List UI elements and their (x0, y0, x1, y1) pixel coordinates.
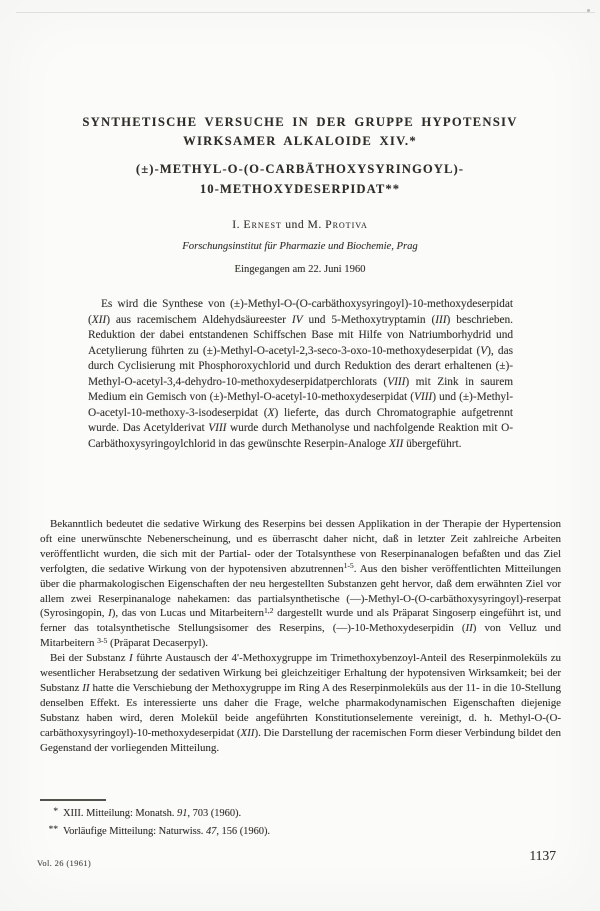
footnote-1-marker: * (53, 807, 58, 817)
abstract-paragraph: Es wird die Synthese von (±)-Methyl-O-(O-carbäthoxysyringoyl)-10-methoxydeserpidat (XII) aus racemischem Aldehydsäureester IV und 5-Methoxytryptamin (III) beschrieben. Reduktion der dabei entstandenen Schiffschen Base mit Hilfe von Natriumborhydrid und Acetylierung führten zu (±)-Methyl-O-acetyl-2,3-seco-3-oxo-10-methoxydeserpidat (V), das durch Cyclisierung mit Phosphoroxychlorid und durch Reduktion des derart erhaltenen (±)-Methyl-O-acetyl-3,4-dehydro-10-methoxydeserpidatperchlorats (VIII) mit Zink in saurem Medium ein Gemisch von (±)-Methyl-O-acetyl-10-methoxydeserpidat (VIII) und (±)-Methyl-O-acetyl-10-methoxy-3-isodeserpidat (X) lieferte, das durch Chromatographie aufgetrennt wurde. Das Acetylderivat VIII wurde durch Methanolyse und nachfolgende Reaktion mit O-Carbäthoxysyringoylchlorid in das gewünschte Reserpin-Analoge XII übergeführt. (88, 298, 514, 450)
page-number: 1137 (529, 848, 556, 863)
footnote-2-marker: ** (48, 825, 58, 835)
body-paragraph-2: Bei der Substanz I führte Austausch der 4'-Methoxygruppe im Trimethoxybenzoyl-Anteil des Reserpinmoleküls zu wesentlicher Herabsetzung der sedativen Wirkung bei gleichzeitiger Erhaltung der hypotensiven Wirksamkeit; bei der Substanz II hatte die Verschiebung der Methoxygruppe im Ring A des Reserpinmoleküls aus der 11- in die 10-Stellung denselben Effekt. Es interessierte uns daher die Frage, welche pharmakodynamischen Eigenschaften diejenige Substanz haben wird, deren Molekül beide angeführten Konstitutionselemente vereinigt, d. h. Methyl-O-(O-carbäthoxysyringoyl)-10-methoxydeserpidat (XII). Die Darstellung der racemischen Form dieser Verbindung bildet den Gegenstand der vorliegenden Mitteilung. (40, 652, 561, 754)
article-subtitle (0, 159, 600, 199)
footnotes-block (40, 805, 561, 841)
footnote-2-text: Vorläufige Mitteilung: Naturwiss. 47, 156 (1960). (63, 826, 271, 837)
affiliation-line: Forschungsinstitut für Pharmazie und Biochemie, Prag (182, 241, 418, 252)
scan-artifact-speck (587, 9, 590, 12)
scan-artifact-line (16, 12, 595, 13)
footnote-2 (40, 823, 561, 841)
article-title (0, 113, 600, 151)
body-paragraph-1: Bekanntlich bedeutet die sedative Wirkung des Reserpins bei dessen Applikation in der Therapie der Hypertension oft eine unerwünschte Nebenerscheinung, und es überrascht daher nicht, daß in letzter Zeit zahlreiche Arbeiten veröffentlicht wurden, die sich mit der Partial- oder der Totalsynthese von Reserpinanalogen befaßten und das Ziel verfolgten, die sedative Wirkung von der hypotensiven abzutrennen$^{1-5}$. Aus den bisher veröffentlichten Mitteilungen über die pharmakologischen Eigenschaften der neu hergestellten Substanzen geht hervor, daß dem erwähnten Ziel vor allem zwei Reserpinanaloge nahekamen: das partialsynthetische (—)-Methyl-O-(O-carbäthoxysyringoyl)-reserpat (Syrosingopin, I), das von Lucas und Mitarbeitern$^{1,2}$ dargestellt wurde und als Präparat Singoserp eingeführt ist, und ferner das totalsynthetische Stellungsisomer des Reserpins, (—)-10-Methoxydeserpidin (II) von Velluz und Mitarbeitern $^{3-5}$ (Präparat Decaserpyl). (40, 518, 561, 650)
footnote-1-text: XIII. Mitteilung: Monatsh. 91, 703 (1960). (63, 808, 242, 819)
article-body (40, 517, 561, 756)
title-block (0, 113, 600, 199)
footnote-separator-rule (40, 799, 106, 801)
author-line: I. Ernest und M. Protiva (232, 218, 368, 231)
volume-note: Vol. 26 (1961) (37, 859, 92, 868)
article-title-line2: WIRKSAMER ALKALOIDE XIV.* (183, 134, 417, 148)
received-date-line: Eingegangen am 22. Juni 1960 (234, 264, 366, 275)
article-subtitle-line1: (±)-METHYL-O-(O-CARBÄTHOXYSYRINGOYL)- (135, 162, 465, 176)
footnote-1 (40, 805, 561, 823)
article-title-line1: SYNTHETISCHE VERSUCHE IN DER GRUPPE HYPOTENSIV (82, 115, 518, 129)
article-subtitle-line2: 10-METHOXYDESERPIDAT** (199, 182, 401, 196)
